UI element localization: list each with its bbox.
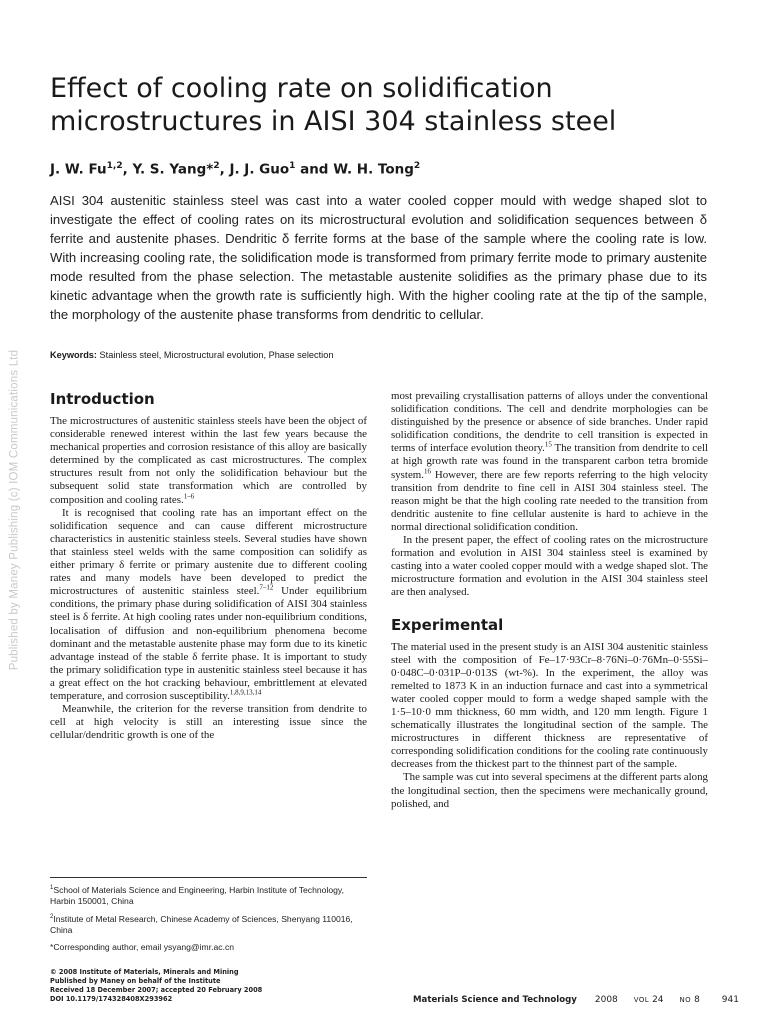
publisher-line: Published by Maney on behalf of the Institute	[50, 977, 221, 985]
copyright-block	[50, 968, 370, 1004]
volume-number: 24	[652, 995, 664, 1005]
footnote-mark: 1	[50, 885, 54, 891]
footnote-text: School of Materials Science and Engineering, Harbin Institute of Technology, Harbin 150001, China	[50, 884, 344, 906]
intro-paragraph-4	[391, 390, 708, 534]
received-dates-line: Received 18 December 2007; accepted 20 February 2008	[50, 986, 263, 994]
issue-number: 8	[694, 995, 700, 1005]
author-affiliation-mark: 2	[413, 161, 421, 171]
paragraph-text: most prevailing crystallisation patterns of alloys under the conventional solidification conditions. The cell and dendrite morphologies can be distinguished by the presence or absence of side branches. Under rapid solidification conditions, the dendrite to cell transition is expected in terms of interface evolution theory.	[391, 390, 708, 455]
experimental-paragraph-2: The sample was cut into several specimens at the different parts along the longitudinal section, then the specimens were mechanically ground, polished, and	[391, 771, 708, 810]
volume-label: VOL	[633, 996, 650, 1004]
citation-ref: 1,8,9,13,14	[229, 688, 262, 697]
left-column	[50, 390, 367, 742]
paragraph-text: However, there are few reports referring to the high velocity transition from dendrite to fine cell in AISI 304 stainless steel. The reason might be that the high cooling rate needed to the transition from dendritic austenite to fine cellular austenite is hard to achieve in the normal directional solidification condition.	[391, 468, 708, 533]
keywords-line	[50, 349, 710, 361]
introduction-heading: Introduction	[50, 390, 155, 408]
keywords-text: Stainless steel, Microstructural evolution, Phase selection	[99, 350, 334, 360]
citation-ref: 16	[423, 466, 431, 475]
intro-paragraph-3: Meanwhile, the criterion for the reverse transition from dendrite to cell at high velocity is still an interesting issue since the cellular/dendritic growth is one of the	[50, 703, 367, 742]
citation-ref: 15	[544, 440, 552, 449]
author-separator: ,	[122, 161, 133, 178]
experimental-heading: Experimental	[391, 615, 504, 634]
right-column	[391, 390, 708, 811]
intro-paragraph-1	[50, 415, 367, 507]
paragraph-text: The transition from dendrite to cell at high growth rate was found in the transparent carbon tetra bromide system.	[391, 442, 709, 481]
intro-paragraph-2	[50, 507, 367, 703]
footnote-text: Institute of Metal Research, Chinese Academy of Sciences, Shenyang 110016, China	[50, 914, 353, 936]
keywords-label: Keywords:	[50, 350, 97, 360]
copyright-line: © 2008 Institute of Materials, Minerals and Mining	[50, 968, 239, 976]
paragraph-text: The microstructures of austenitic stainless steels have been the object of considerable renewed interest within the last few years because the mechanical properties and corrosion resistance of this alloy are basically determined by the complicated as cast microstructures. The complex structures result from not only the solidification behaviour but the subsequent solid state transformation which are controlled by composition and cooling rates.	[50, 415, 367, 506]
author-name: J. W. Fu	[50, 161, 107, 178]
author-affiliation-mark: 1,2	[106, 161, 123, 171]
footnote-corresponding-author: *Corresponding author, email ysyang@imr.ac.cn	[50, 941, 235, 952]
experimental-paragraph-1: The material used in the present study is an AISI 304 austenitic stainless steel with the composition of Fe–17·93Cr–8·76Ni–0·76Mn–0·55Si–0·048C–0·031P–0·013S (wt-%). In the experiment, the alloy was remelted to 1873 K in an induction furnace and cast into a symmetrical water cooled copper mould to form a wedge shaped sample with the 1·5–10·0 mm thickness, 60 mm width, and 120 mm length. Figure 1 schematically illustrates the longitudinal section of the sample. The microstructures in different thickness are representative of corresponding solidification conditions for the cooling rate continuously decreases from the thickest part to the thinnest part of the sample.	[391, 640, 708, 771]
paragraph-text: Under equilibrium conditions, the primary phase during solidification of AISI 304 stainless steel is δ ferrite. At high cooling rates under non-equilibrium conditions, localisation of diffusion and non-equilibrium phenomena become dominant and the metastable austenite phase may form due to its kinetic advantage instead of the stable δ ferrite phase. It is important to study the primary solidification type in austenitic stainless steel because it has a great effect on the hot cracking behaviour, embrittlement at elevated temperature, and corrosion susceptibility.	[50, 585, 367, 702]
author-name: J. J. Guo	[229, 161, 290, 178]
paragraph-text: It is recognised that cooling rate has an important effect on the solidification sequence and can cause different microstructure characteristics in austenitic stainless steels. Several studies have shown that stainless steel welds with the same composition can solidify as either primary δ ferrite or primary austenite due to different cooling rates and many models have been developed to predict the microstructures of austenitic stainless steel.	[50, 506, 367, 598]
issue-label: NO	[679, 996, 692, 1004]
author-affiliation-mark: 1	[289, 161, 296, 171]
publisher-watermark	[2, 330, 26, 690]
running-footer	[413, 994, 753, 1006]
article-title: Effect of cooling rate on solidification microstructures in AISI 304 stainless steel	[50, 73, 617, 137]
journal-name: Materials Science and Technology	[413, 995, 577, 1005]
watermark-text: Published by Maney Publishing (c) IOM Communications Ltd	[8, 349, 20, 671]
author-affiliation-mark: 2	[213, 161, 220, 171]
volume-year: 2008	[594, 995, 618, 1005]
author-name: W. H. Tong	[333, 161, 414, 178]
author-separator: and	[295, 161, 334, 178]
affiliation-footnotes	[50, 877, 367, 959]
author-separator: ,	[219, 161, 230, 178]
abstract: AISI 304 austenitic stainless steel was cast into a water cooled copper mould with wedge shaped slot to investigate the effect of cooling rates on its microstructural evolution and solidification sequences between δ ferrite and austenite phases. Dendritic δ ferrite forms at the base of the sample where the cooling rate is low. With increasing cooling rate, the solidification mode is transformed from primary ferrite mode to primary austenite mode resulted from the phase selection. The metastable austenite solidifies as the primary phase due to its kinetic advantage when the growth rate is sufficiently high. With the higher cooling rate at the tip of the sample, the morphology of the austenite phase transforms from dendritic to cellular.	[50, 193, 707, 322]
footnote-affiliation-2	[50, 912, 367, 935]
page-number: 941	[721, 995, 739, 1005]
author-name: Y. S. Yang*	[132, 161, 214, 178]
doi-line: DOI 10.1179/174328408X293962	[50, 995, 173, 1003]
author-list	[50, 157, 730, 179]
footnote-mark: 2	[50, 914, 54, 921]
intro-paragraph-5: In the present paper, the effect of cooling rates on the microstructure formation and evolution in AISI 304 stainless steel is examined by casting into a water cooled copper mould with a wedge shaped slot. The microstructure formation and evolution in the AISI 304 stainless steel are then analysed.	[391, 534, 708, 599]
citation-ref: 7–12	[259, 583, 274, 592]
footnote-affiliation-1	[50, 883, 367, 906]
citation-ref: 1–6	[183, 491, 195, 500]
